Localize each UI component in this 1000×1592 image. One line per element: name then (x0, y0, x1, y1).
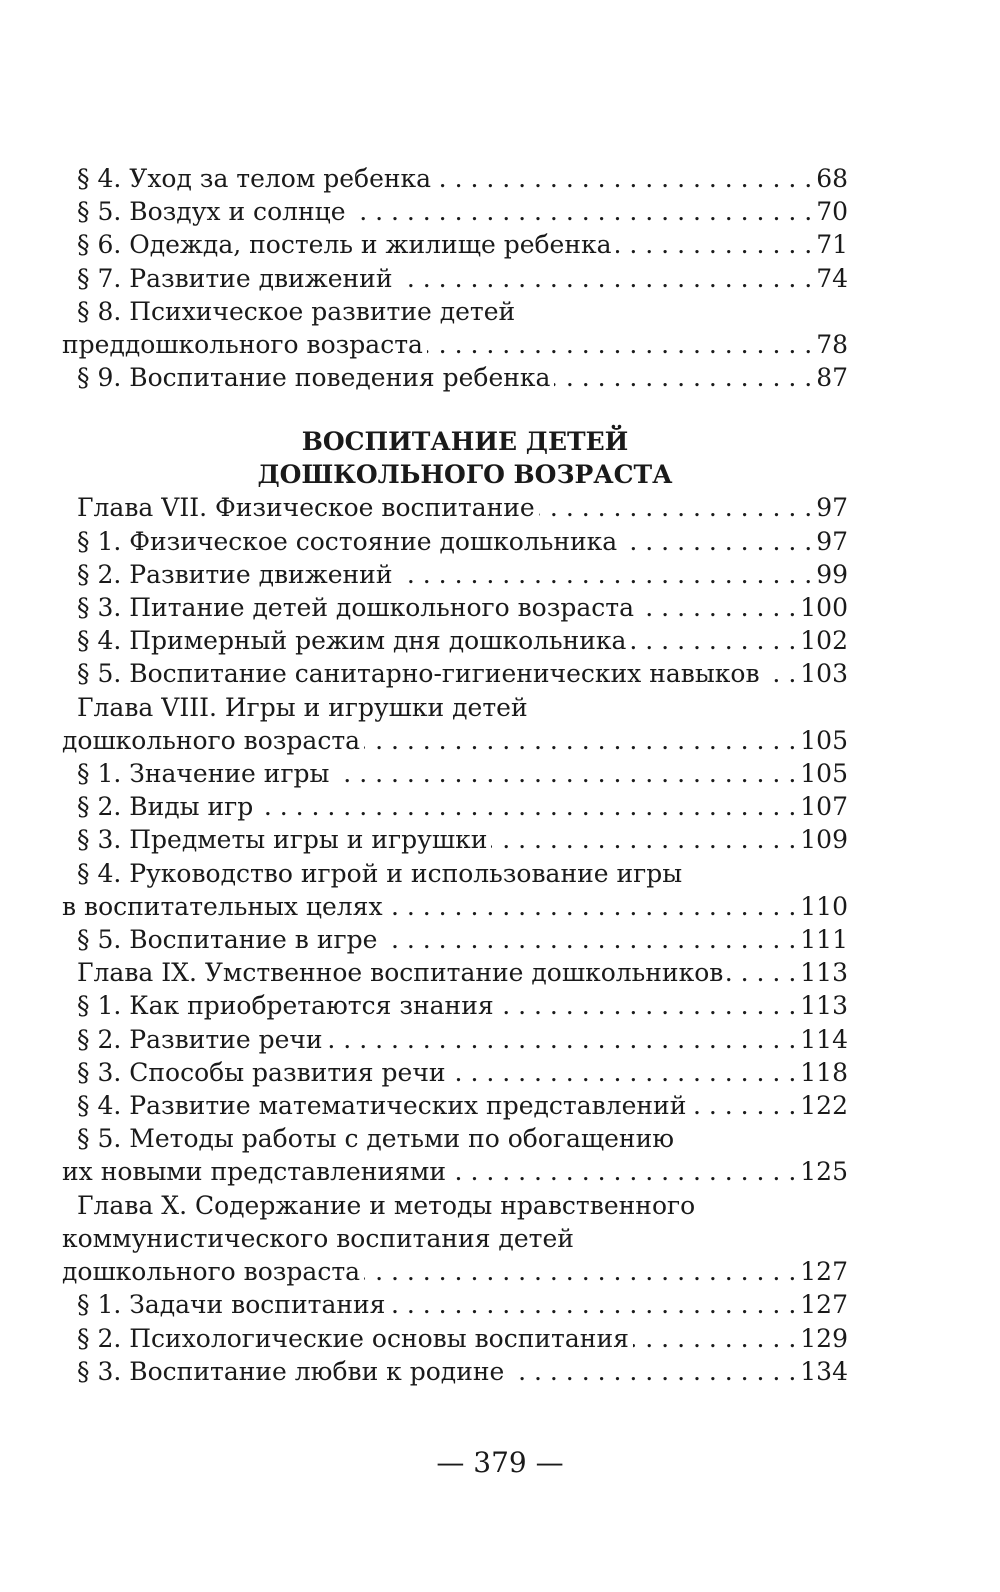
toc-entry (62, 228, 848, 261)
toc-entry-page: 113 (800, 958, 848, 988)
leader-dots (630, 624, 796, 657)
leader-dots (364, 724, 796, 757)
leader-dots (554, 361, 812, 394)
toc-entry-page: 105 (800, 759, 848, 789)
toc-entry-title: Глава IX. Умственное воспитание дошкольников (77, 958, 724, 988)
toc-entry (62, 1089, 848, 1122)
toc-entry (62, 1322, 848, 1355)
toc-entry (62, 1023, 848, 1056)
toc-chapter (62, 956, 848, 989)
leader-dots (427, 328, 812, 361)
toc-entry-title: их новыми представлениями (62, 1157, 446, 1187)
toc-entry-line: § 4. Руководство игрой и использование игры (77, 858, 683, 888)
toc-entry-title: § 2. Психологические основы воспитания (77, 1323, 629, 1353)
toc-entry-page: 118 (800, 1057, 848, 1087)
leader-dots (327, 1023, 797, 1056)
toc-chapter (62, 724, 848, 757)
toc-entry-page: 100 (800, 593, 848, 623)
toc-entry-page: 110 (800, 891, 848, 921)
toc-entry (62, 1056, 848, 1089)
toc-entry (62, 361, 848, 394)
toc-entry-page: 78 (816, 330, 848, 360)
toc-entry (62, 1155, 848, 1188)
toc-entry-title: § 2. Развитие речи (77, 1024, 323, 1054)
toc-entry-page: 107 (800, 792, 848, 822)
toc-entry-title: преддошкольного возраста (62, 330, 423, 360)
leader-dots (450, 1155, 796, 1188)
toc-entry-title: § 7. Развитие движений (77, 263, 393, 293)
leader-dots (621, 525, 812, 558)
toc-entry-page: 109 (800, 825, 848, 855)
leader-dots (616, 228, 813, 261)
toc-entry-page: 125 (800, 1157, 848, 1187)
toc-entry-title: § 3. Способы развития речи (77, 1057, 446, 1087)
section-heading-line-1: ВОСПИТАНИЕ ДЕТЕЙ (301, 427, 629, 457)
toc-entry-title: § 2. Виды игр (77, 792, 254, 822)
leader-dots (381, 923, 796, 956)
leader-dots (508, 1355, 796, 1388)
toc-entry-page: 134 (800, 1356, 848, 1386)
toc-entry-page: 111 (800, 925, 848, 955)
toc-entry-page: 105 (800, 725, 848, 755)
toc-chapter-line: коммунистического воспитания детей (62, 1223, 574, 1253)
toc-entry-page: 114 (800, 1024, 848, 1054)
toc-entry-page: 68 (816, 164, 848, 193)
toc-entry-page: 71 (816, 230, 848, 260)
toc-entry-line: § 5. Методы работы с детьми по обогащению (77, 1124, 675, 1154)
leader-dots (539, 491, 812, 524)
toc-entry-title: Глава VII. Физическое воспитание (77, 493, 535, 523)
toc-entry (62, 162, 848, 195)
toc-entry-title: § 2. Развитие движений (77, 559, 393, 589)
toc-entry-title: § 3. Воспитание любви к родине (77, 1356, 505, 1386)
toc-entry (62, 328, 848, 361)
toc-entry-title: § 1. Значение игры (77, 759, 330, 789)
toc-entry-title: дошкольного возраста (62, 1257, 361, 1287)
toc-entry-line: § 8. Психическое развитие детей (77, 296, 516, 326)
toc-entry-title: § 1. Задачи воспитания (77, 1290, 386, 1320)
toc-entry-page: 97 (816, 493, 848, 523)
toc-entry-page: 127 (800, 1257, 848, 1287)
toc-entry-title: § 6. Одежда, постель и жилище ребенка (77, 230, 612, 260)
toc-entry-page: 97 (816, 526, 848, 556)
section-heading-line-2: ДОШКОЛЬНОГО ВОЗРАСТА (257, 460, 673, 490)
leader-dots (498, 989, 797, 1022)
toc-entry (62, 262, 848, 295)
leader-dots (764, 657, 797, 690)
toc-entry-page: 70 (816, 197, 848, 227)
leader-dots (638, 591, 796, 624)
toc-entry (62, 525, 848, 558)
toc-entry-title: § 5. Воздух и солнце (77, 197, 346, 227)
leader-dots (397, 558, 813, 591)
toc-entry-page: 127 (800, 1290, 848, 1320)
leader-dots (491, 823, 796, 856)
leader-dots (333, 757, 796, 790)
toc-chapter (62, 491, 848, 524)
toc-chapter (62, 1255, 848, 1288)
toc-entry (62, 823, 848, 856)
toc-entry-page: 87 (816, 363, 848, 393)
toc-entry (62, 558, 848, 591)
toc-entry (62, 790, 848, 823)
toc-entry-title: § 9. Воспитание поведения ребенка (77, 363, 551, 393)
toc-entry-page: 129 (800, 1323, 848, 1353)
leader-dots (435, 162, 812, 195)
toc-entry-title: § 4. Уход за телом ребенка (77, 164, 432, 193)
leader-dots (633, 1322, 796, 1355)
toc-entry-page: 102 (800, 626, 848, 656)
leader-dots (450, 1056, 797, 1089)
leader-dots (387, 890, 797, 923)
toc-entry-title: § 3. Питание детей дошкольного возраста (77, 593, 635, 623)
toc-entry-title: § 4. Примерный режим дня дошкольника (77, 626, 627, 656)
leader-dots (350, 195, 813, 228)
toc-entry (62, 1355, 848, 1388)
toc-entry-title: § 3. Предметы игры и игрушки (77, 825, 488, 855)
toc-entry-page: 113 (800, 991, 848, 1021)
toc-entry (62, 1288, 848, 1321)
toc-entry-page: 103 (800, 659, 848, 689)
toc-entry (62, 657, 848, 690)
toc-entry-page: 74 (816, 263, 848, 293)
leader-dots (727, 956, 796, 989)
table-of-contents (62, 162, 848, 1388)
toc-entry-title: § 1. Физическое состояние дошкольника (77, 526, 618, 556)
toc-chapter-line: Глава VIII. Игры и игрушки детей (77, 692, 528, 722)
toc-entry (62, 923, 848, 956)
toc-entry-title: § 5. Воспитание санитарно-гигиенических навыков (77, 659, 760, 689)
toc-entry-title: дошкольного возраста (62, 725, 361, 755)
toc-entry-title: § 1. Как приобретаются знания (77, 991, 494, 1021)
toc-entry-title: § 4. Развитие математических представлений (77, 1091, 687, 1121)
toc-entry (62, 195, 848, 228)
toc-entry (62, 890, 848, 923)
toc-entry-page: 122 (800, 1091, 848, 1121)
toc-entry (62, 591, 848, 624)
toc-entry (62, 757, 848, 790)
leader-dots (389, 1288, 796, 1321)
toc-entry-title: § 5. Воспитание в игре (77, 925, 378, 955)
toc-chapter-line: Глава X. Содержание и методы нравственного (77, 1190, 696, 1220)
toc-entry-title: в воспитательных целях (62, 891, 383, 921)
leader-dots (364, 1255, 796, 1288)
toc-entry (62, 624, 848, 657)
leader-dots (397, 262, 813, 295)
leader-dots (257, 790, 796, 823)
toc-entry-page: 99 (816, 559, 848, 589)
leader-dots (690, 1089, 796, 1122)
toc-entry (62, 989, 848, 1022)
page-number: — 379 — (436, 1446, 564, 1479)
